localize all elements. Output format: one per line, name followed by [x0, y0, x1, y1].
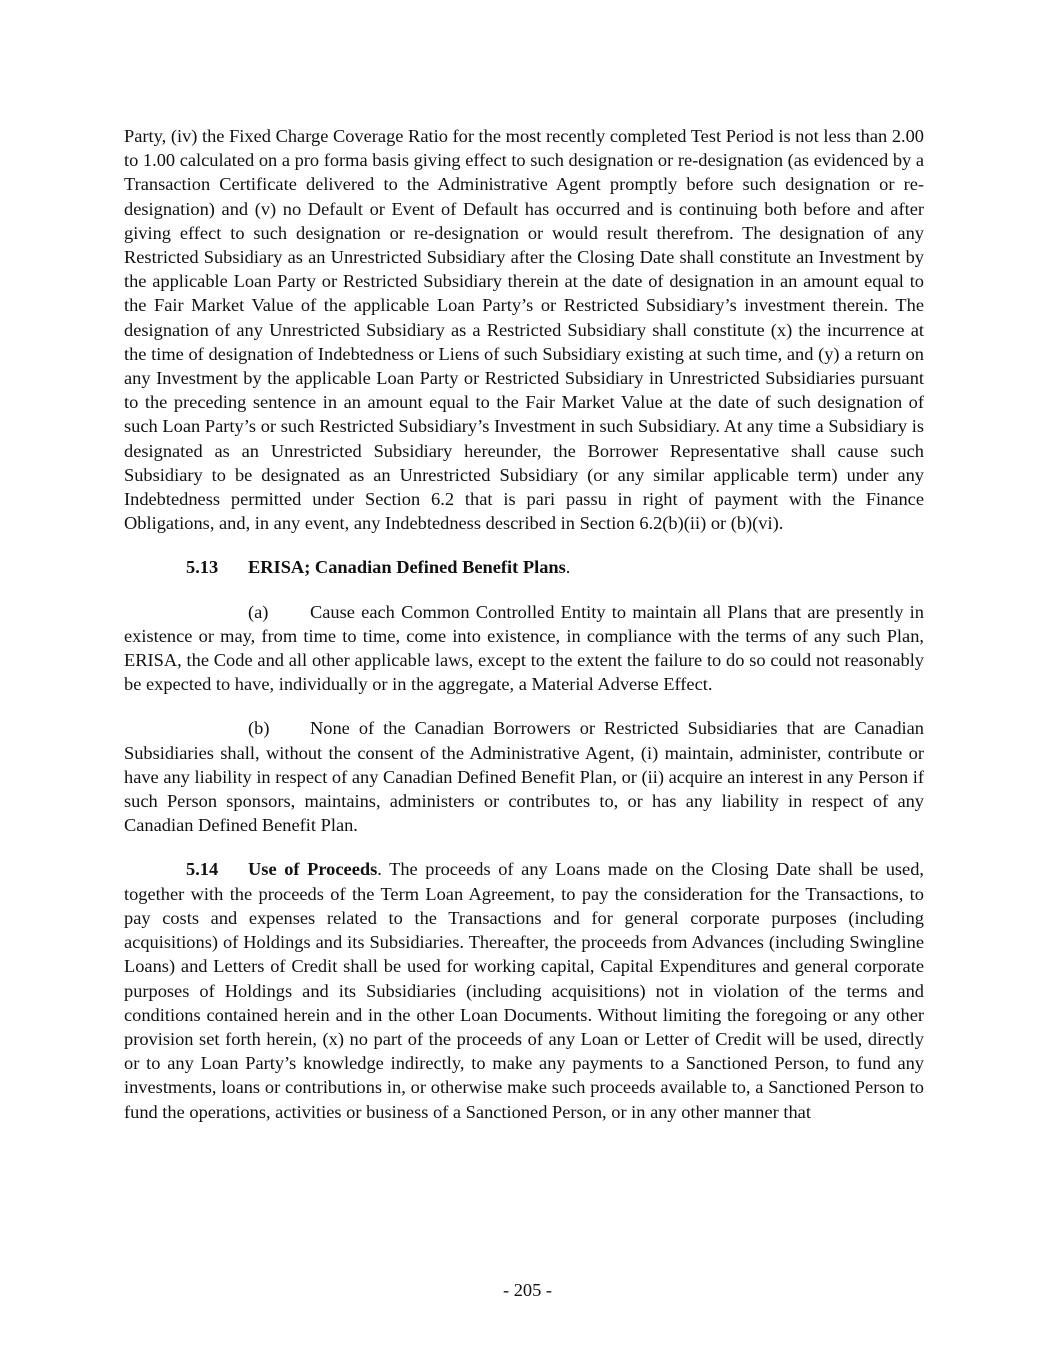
clause-label: (a) [248, 601, 269, 622]
clause-label: (b) [248, 718, 270, 739]
section-number: 5.14 [186, 859, 219, 880]
clause-text: Cause each Common Controlled Entity to maintain all Plans that are presently in existence or may, from time to time, come into existence, in compliance with the terms of any such Plan, ERISA, the Code and all other applicable laws, except to the extent the failure to do so could not reasonably be expected to have, individually or in the aggregate, a Material Adverse Effect. [124, 601, 924, 695]
section-5-13-heading [124, 555, 924, 579]
section-text: . The proceeds of any Loans made on the Closing Date shall be used, together with the proceeds of the Term Loan Agreement, to pay the consideration for the Transactions, to pay costs and expenses related to the Transactions and for general corporate purposes (including acquisitions) of Holdings and its Subsidiaries. Thereafter, the proceeds from Advances (including Swingline Loans) and Letters of Credit shall be used for working capital, Capital Expenditures and general corporate purposes of Holdings and its Subsidiaries (including acquisitions) not in violation of the terms and conditions contained herein and in the other Loan Documents. Without limiting the foregoing or any other provision set forth herein, (x) no part of the proceeds of any Loan or Letter of Credit will be used, directly or to any Loan Party’s knowledge indirectly, to make any payments to a Sanctioned Person, to fund any investments, loans or contributions in, or otherwise make such proceeds available to, a Sanctioned Person to fund the operations, activities or business of a Sanctioned Person, or in any other manner that [124, 859, 925, 1122]
section-title: Use of Proceeds [248, 859, 378, 880]
section-title: ERISA; Canadian Defined Benefit Plans [248, 557, 566, 578]
clause-text: None of the Canadian Borrowers or Restricted Subsidiaries that are Canadian Subsidiaries shall, without the consent of the Administrative Agent, (i) maintain, administer, contribute or have any liability in respect of any Canadian Defined Benefit Plan, or (ii) acquire an interest in any Person if such Person sponsors, maintains, administers or contributes to, or has any liability in respect of any Canadian Defined Benefit Plan. [124, 718, 924, 836]
section-title-suffix: . [565, 557, 571, 578]
section-number: 5.13 [186, 557, 219, 578]
clause-b-paragraph [124, 716, 924, 837]
document-page [124, 124, 924, 1124]
section-5-14-paragraph [124, 857, 924, 1123]
page-number: - 205 - [502, 1280, 553, 1300]
continuation-paragraph: Party, (iv) the Fixed Charge Coverage Ratio for the most recently completed Test Period is not less than 2.00 to 1.00 calculated on a pro forma basis giving effect to such designation or re-designation (as evidenced by a Transaction Certificate delivered to the Administrative Agent promptly before such designation or re-designation) and (v) no Default or Event of Default has occurred and is continuing both before and after giving effect to such designation or re-designation or would result therefrom. The designation of any Restricted Subsidiary as an Unrestricted Subsidiary after the Closing Date shall constitute an Investment by the applicable Loan Party or Restricted Subsidiary therein at the date of designation in an amount equal to the Fair Market Value of the applicable Loan Party’s or Restricted Subsidiary’s investment therein. The designation of any Unrestricted Subsidiary as a Restricted Subsidiary shall constitute (x) the incurrence at the time of designation of Indebtedness or Liens of such Subsidiary existing at such time, and (y) a return on any Investment by the applicable Loan Party or Restricted Subsidiary in Unrestricted Subsidiaries pursuant to the preceding sentence in an amount equal to the Fair Market Value at the date of such designation of such Loan Party’s or such Restricted Subsidiary’s Investment in such Subsidiary. At any time a Subsidiary is designated as an Unrestricted Subsidiary hereunder, the Borrower Representative shall cause such Subsidiary to be designated as an Unrestricted Subsidiary (or any similar applicable term) under any Indebtedness permitted under Section 6.2 that is pari passu in right of payment with the Finance Obligations, and, in any event, any Indebtedness described in Section 6.2(b)(ii) or (b)(vi). [124, 126, 924, 534]
clause-a-paragraph [124, 600, 924, 697]
